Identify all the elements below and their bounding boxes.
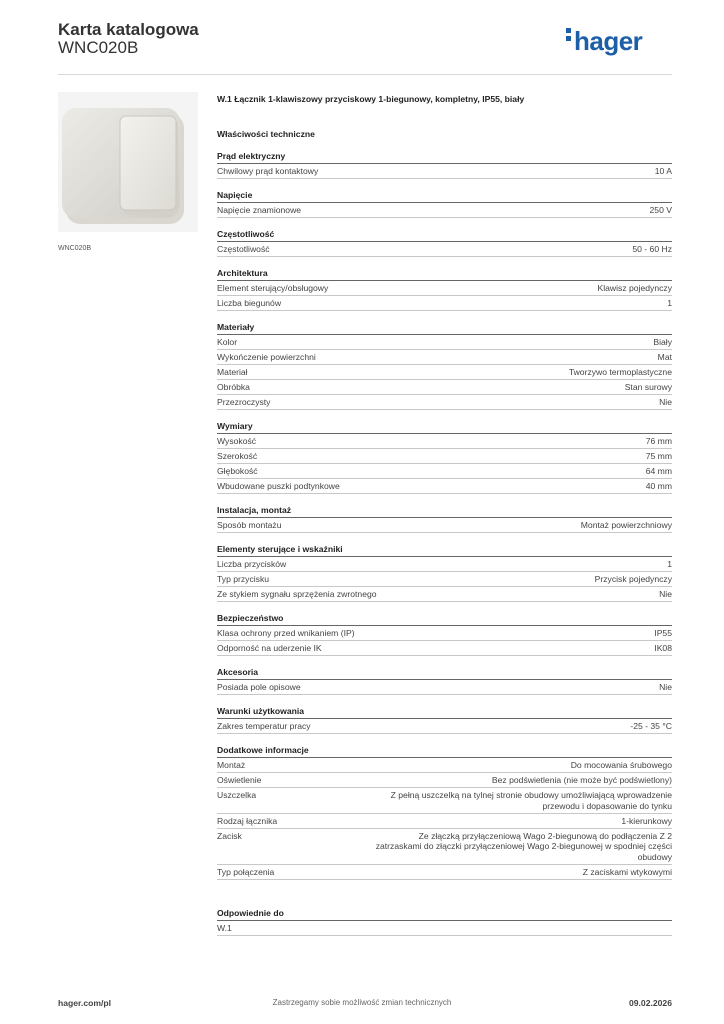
spec-label: Typ połączenia [217, 866, 275, 877]
spec-row [217, 380, 672, 395]
spec-label: Liczba biegunów [217, 298, 282, 308]
image-caption: WNC020B [58, 245, 92, 252]
spec-row [217, 719, 672, 734]
page-title: Karta katalogowa [58, 20, 199, 39]
spec-group-title: Materiały [217, 320, 672, 335]
logo-text: hager [574, 26, 643, 56]
spec-value: -25 - 35 °C [630, 721, 672, 731]
hager-logo [566, 26, 642, 57]
spec-value: 1 [667, 298, 672, 308]
spec-group-title: Architektura [217, 266, 672, 281]
spec-value: Przycisk pojedynczy [594, 574, 672, 584]
spec-value: Ze złączką przyłączeniową Wago 2-biegunową do podłączenia Z 2 zatrzaskami do złączki przyłączeniowej Wago 2-biegunowej w spodniej części obudowy [375, 830, 672, 862]
spec-row [217, 395, 672, 410]
spec-label: Klasa ochrony przed wnikaniem (IP) [217, 628, 355, 638]
spec-row [217, 296, 672, 311]
spec-group-title: Częstotliwość [217, 227, 672, 242]
spec-group-title: Dodatkowe informacje [217, 743, 672, 758]
spec-label: Typ przycisku [217, 574, 270, 584]
spec-label: Zakres temperatur pracy [217, 721, 311, 731]
spec-label: Kolor [217, 337, 238, 347]
spec-group-title: Akcesoria [217, 665, 672, 680]
spec-value: IP55 [654, 628, 672, 638]
spec-label: Wbudowane puszki podtynkowe [217, 481, 340, 491]
spec-group [217, 611, 672, 656]
spec-label: Napięcie znamionowe [217, 205, 302, 215]
spec-label: Sposób montażu [217, 520, 282, 530]
spec-group [217, 419, 672, 494]
spec-row [217, 572, 672, 587]
spec-row [217, 557, 672, 572]
spec-value: Bez podświetlenia (nie może być podświetlony) [491, 775, 672, 785]
spec-row [217, 365, 672, 380]
spec-group-title: Prąd elektryczny [217, 149, 672, 164]
spec-label: Wykończenie powierzchni [217, 352, 316, 362]
spec-label: Zacisk [217, 830, 242, 841]
spec-label: Oświetlenie [217, 775, 262, 785]
product-title: W.1 Łącznik 1-klawiszowy przyciskowy 1-biegunowy, kompletny, IP55, biały [217, 94, 525, 104]
footer-date: 09.02.2026 [628, 998, 672, 1008]
spec-value: Montaż powierzchniowy [580, 520, 672, 530]
footer-website[interactable]: hager.com/pl [58, 998, 112, 1008]
spec-value: Do mocowania śrubowego [570, 760, 672, 770]
spec-group-title: Warunki użytkowania [217, 704, 672, 719]
spec-label: Chwilowy prąd kontaktowy [217, 166, 319, 176]
spec-group [217, 665, 672, 695]
spec-group-title: Elementy sterujące i wskaźniki [217, 542, 672, 557]
spec-label: Ze stykiem sygnału sprzężenia zwrotnego [217, 589, 377, 599]
spec-group-title: Instalacja, montaż [217, 503, 672, 518]
spec-value: Mat [657, 352, 672, 362]
spec-group [217, 743, 672, 880]
spec-value: Biały [653, 337, 672, 347]
spec-label: W.1 [217, 922, 232, 933]
spec-value: 10 A [654, 166, 672, 176]
spec-group-title: Bezpieczeństwo [217, 611, 672, 626]
spec-label: Uszczelka [217, 790, 257, 800]
spec-value: 50 - 60 Hz [632, 244, 672, 254]
spec-value: 75 mm [645, 451, 672, 461]
switch-icon [58, 92, 198, 232]
spec-label: Obróbka [217, 382, 250, 392]
spec-value: 1 [667, 559, 672, 569]
spec-label: Przezroczysty [217, 397, 271, 407]
header-divider [58, 74, 672, 75]
section-title: Właściwości techniczne [217, 129, 315, 139]
spec-label: Szerokość [217, 451, 258, 461]
spec-value: Z zaciskami wtykowymi [582, 866, 672, 877]
product-image [58, 92, 198, 232]
spec-row [217, 758, 672, 773]
spec-row [217, 203, 672, 218]
spec-group-title: Wymiary [217, 419, 672, 434]
spec-group [217, 266, 672, 311]
spec-group [217, 503, 672, 533]
spec-row [217, 921, 672, 936]
spec-label: Głębokość [217, 466, 258, 476]
spec-value: Nie [659, 397, 672, 407]
logo-dots-icon [566, 28, 571, 44]
spec-group [217, 149, 672, 179]
spec-label: Wysokość [217, 436, 257, 446]
spec-group [217, 542, 672, 602]
spec-group-title: Napięcie [217, 188, 672, 203]
spec-value: 250 V [649, 205, 672, 215]
spec-row [217, 829, 672, 865]
spec-value: 76 mm [645, 436, 672, 446]
spec-row [217, 335, 672, 350]
spec-value: Nie [659, 589, 672, 599]
spec-row [217, 680, 672, 695]
spec-value: Tworzywo termoplastyczne [568, 367, 672, 377]
spec-row [217, 773, 672, 788]
spec-row [217, 587, 672, 602]
spec-label: Częstotliwość [217, 244, 270, 254]
spec-row [217, 281, 672, 296]
spec-label: Montaż [217, 760, 246, 770]
spec-row [217, 641, 672, 656]
spec-row [217, 164, 672, 179]
spec-label: Rodzaj łącznika [217, 815, 278, 826]
spec-group [217, 704, 672, 734]
spec-groups [217, 149, 672, 936]
spec-group-title: Odpowiednie do [217, 906, 672, 921]
spec-row [217, 242, 672, 257]
spec-row [217, 464, 672, 479]
spec-label: Odporność na uderzenie IK [217, 643, 322, 653]
spec-row [217, 788, 672, 814]
spec-label: Posiada pole opisowe [217, 682, 301, 692]
spec-label: Element sterujący/obsługowy [217, 283, 329, 293]
spec-row [217, 626, 672, 641]
spec-group [217, 227, 672, 257]
spec-row [217, 814, 672, 829]
spec-row [217, 479, 672, 494]
spec-content [217, 93, 672, 936]
spec-label: Materiał [217, 367, 248, 377]
spec-value: 1-kierunkowy [621, 815, 672, 826]
spec-value: 40 mm [645, 481, 672, 491]
spec-group [217, 320, 672, 410]
spec-value: 64 mm [645, 466, 672, 476]
product-code: WNC020B [58, 38, 139, 57]
spec-row [217, 434, 672, 449]
spec-label: Liczba przycisków [217, 559, 287, 569]
spec-row [217, 350, 672, 365]
spec-value: Stan surowy [624, 382, 672, 392]
spec-row [217, 518, 672, 533]
spec-value: Z pełną uszczelką na tylnej stronie obudowy umożliwiającą wprowadzenie przewodu i dopasowanie do tynku [390, 790, 672, 811]
spec-group [217, 188, 672, 218]
spec-value: Nie [659, 682, 672, 692]
spec-row [217, 865, 672, 880]
spec-value: Klawisz pojedynczy [597, 283, 672, 293]
spec-row [217, 449, 672, 464]
spec-group [217, 906, 672, 936]
footer-disclaimer: Zastrzegamy sobie możliwość zmian technicznych [272, 998, 452, 1007]
spec-value: IK08 [654, 643, 672, 653]
